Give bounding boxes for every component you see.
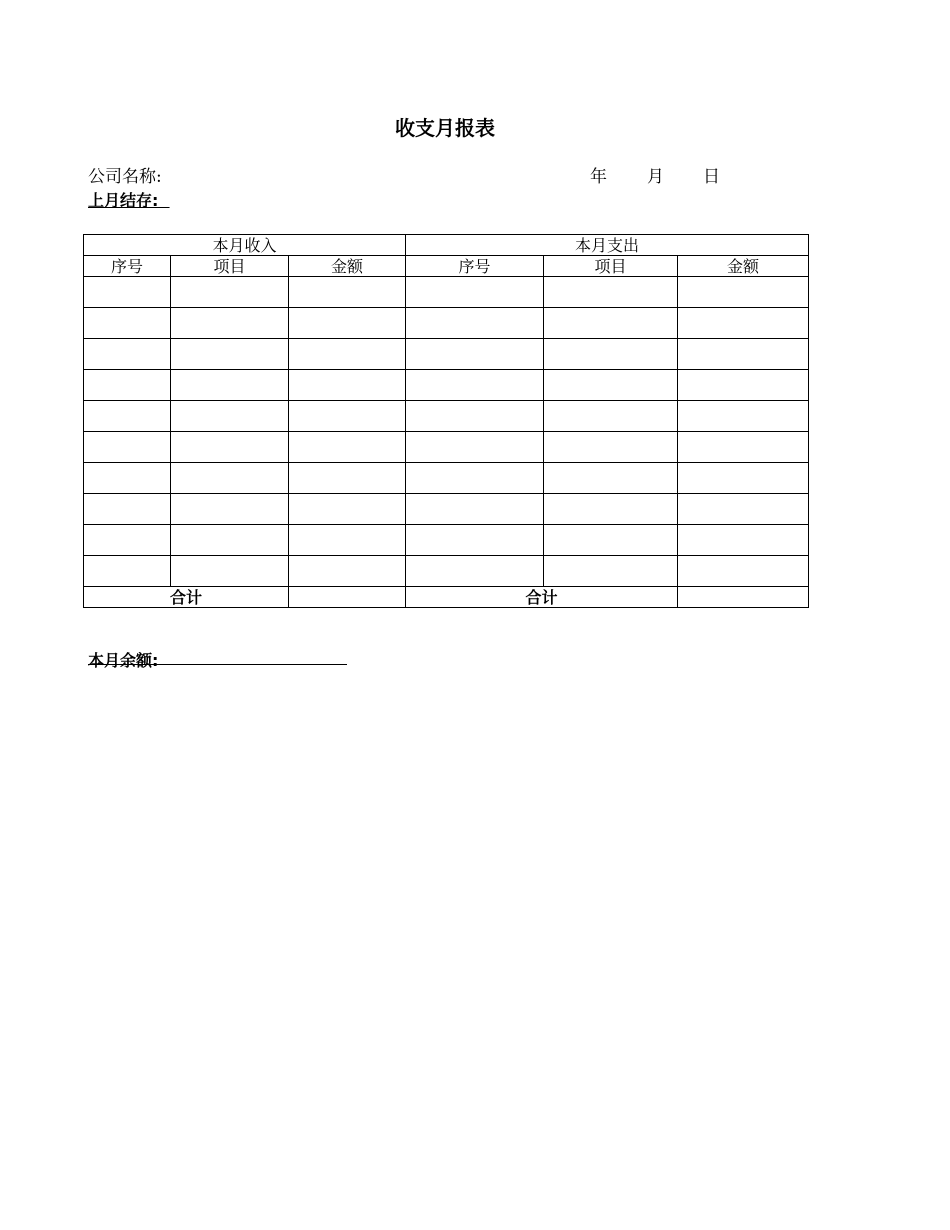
expense-seq-cell[interactable] xyxy=(406,308,544,339)
expense-total-label: 合计 xyxy=(406,587,678,608)
income-item-cell[interactable] xyxy=(171,525,289,556)
expense-amount-cell[interactable] xyxy=(678,401,809,432)
income-item-cell[interactable] xyxy=(171,494,289,525)
income-item-cell[interactable] xyxy=(171,401,289,432)
income-amount-cell[interactable] xyxy=(289,308,406,339)
income-seq-cell[interactable] xyxy=(84,432,171,463)
expense-item-cell[interactable] xyxy=(544,494,678,525)
income-group-header: 本月收入 xyxy=(84,235,406,256)
expense-amount-cell[interactable] xyxy=(678,308,809,339)
income-amount-cell[interactable] xyxy=(289,370,406,401)
income-amount-cell[interactable] xyxy=(289,277,406,308)
table-row xyxy=(84,339,809,370)
table-row xyxy=(84,556,809,587)
expense-seq-cell[interactable] xyxy=(406,463,544,494)
income-amount-cell[interactable] xyxy=(289,556,406,587)
expense-item-cell[interactable] xyxy=(544,277,678,308)
table-row xyxy=(84,277,809,308)
total-row xyxy=(84,587,809,608)
expense-total-value[interactable] xyxy=(678,587,809,608)
income-seq-cell[interactable] xyxy=(84,277,171,308)
table-row xyxy=(84,370,809,401)
expense-seq-cell[interactable] xyxy=(406,401,544,432)
income-item-cell[interactable] xyxy=(171,432,289,463)
expense-amount-cell[interactable] xyxy=(678,432,809,463)
balance-underline[interactable] xyxy=(88,664,347,665)
income-seq-cell[interactable] xyxy=(84,370,171,401)
income-item-cell[interactable] xyxy=(171,463,289,494)
income-expense-table xyxy=(83,234,809,608)
table-row xyxy=(84,494,809,525)
expense-amount-cell[interactable] xyxy=(678,463,809,494)
income-item-cell[interactable] xyxy=(171,556,289,587)
company-name-label: 公司名称: xyxy=(88,167,162,187)
expense-group-header: 本月支出 xyxy=(406,235,809,256)
table-row xyxy=(84,308,809,339)
expense-seq-cell[interactable] xyxy=(406,432,544,463)
income-item-cell[interactable] xyxy=(171,339,289,370)
income-seq-cell[interactable] xyxy=(84,556,171,587)
income-seq-cell[interactable] xyxy=(84,463,171,494)
expense-amount-cell[interactable] xyxy=(678,370,809,401)
income-item-header: 项目 xyxy=(171,256,289,277)
day-label: 日 xyxy=(703,167,720,187)
income-item-cell[interactable] xyxy=(171,370,289,401)
table-row xyxy=(84,432,809,463)
expense-item-cell[interactable] xyxy=(544,525,678,556)
income-amount-header: 金额 xyxy=(289,256,406,277)
column-header-row xyxy=(84,256,809,277)
table-row xyxy=(84,401,809,432)
income-total-label: 合计 xyxy=(84,587,289,608)
expense-amount-cell[interactable] xyxy=(678,525,809,556)
income-amount-cell[interactable] xyxy=(289,432,406,463)
expense-item-header: 项目 xyxy=(544,256,678,277)
income-amount-cell[interactable] xyxy=(289,494,406,525)
group-header-row xyxy=(84,235,809,256)
month-balance-label: 本月余额: xyxy=(88,651,159,670)
expense-seq-cell[interactable] xyxy=(406,277,544,308)
income-seq-cell[interactable] xyxy=(84,525,171,556)
income-seq-cell[interactable] xyxy=(84,401,171,432)
expense-item-cell[interactable] xyxy=(544,370,678,401)
expense-amount-cell[interactable] xyxy=(678,277,809,308)
income-amount-cell[interactable] xyxy=(289,463,406,494)
table-row xyxy=(84,525,809,556)
expense-seq-cell[interactable] xyxy=(406,494,544,525)
year-label: 年 xyxy=(590,167,607,187)
income-amount-cell[interactable] xyxy=(289,339,406,370)
expense-item-cell[interactable] xyxy=(544,339,678,370)
income-total-value[interactable] xyxy=(289,587,406,608)
report-title: 收支月报表 xyxy=(395,116,495,140)
expense-item-cell[interactable] xyxy=(544,463,678,494)
expense-seq-cell[interactable] xyxy=(406,525,544,556)
expense-amount-header: 金额 xyxy=(678,256,809,277)
expense-seq-header: 序号 xyxy=(406,256,544,277)
income-amount-cell[interactable] xyxy=(289,401,406,432)
table-row xyxy=(84,463,809,494)
income-seq-cell[interactable] xyxy=(84,494,171,525)
carry-over-label: 上月结存: xyxy=(88,191,170,210)
month-label: 月 xyxy=(647,167,664,187)
expense-amount-cell[interactable] xyxy=(678,556,809,587)
income-seq-header: 序号 xyxy=(84,256,171,277)
expense-seq-cell[interactable] xyxy=(406,370,544,401)
expense-item-cell[interactable] xyxy=(544,432,678,463)
income-amount-cell[interactable] xyxy=(289,525,406,556)
income-seq-cell[interactable] xyxy=(84,308,171,339)
expense-amount-cell[interactable] xyxy=(678,339,809,370)
expense-item-cell[interactable] xyxy=(544,308,678,339)
expense-seq-cell[interactable] xyxy=(406,556,544,587)
income-seq-cell[interactable] xyxy=(84,339,171,370)
expense-amount-cell[interactable] xyxy=(678,494,809,525)
expense-item-cell[interactable] xyxy=(544,401,678,432)
income-item-cell[interactable] xyxy=(171,277,289,308)
income-item-cell[interactable] xyxy=(171,308,289,339)
expense-item-cell[interactable] xyxy=(544,556,678,587)
expense-seq-cell[interactable] xyxy=(406,339,544,370)
